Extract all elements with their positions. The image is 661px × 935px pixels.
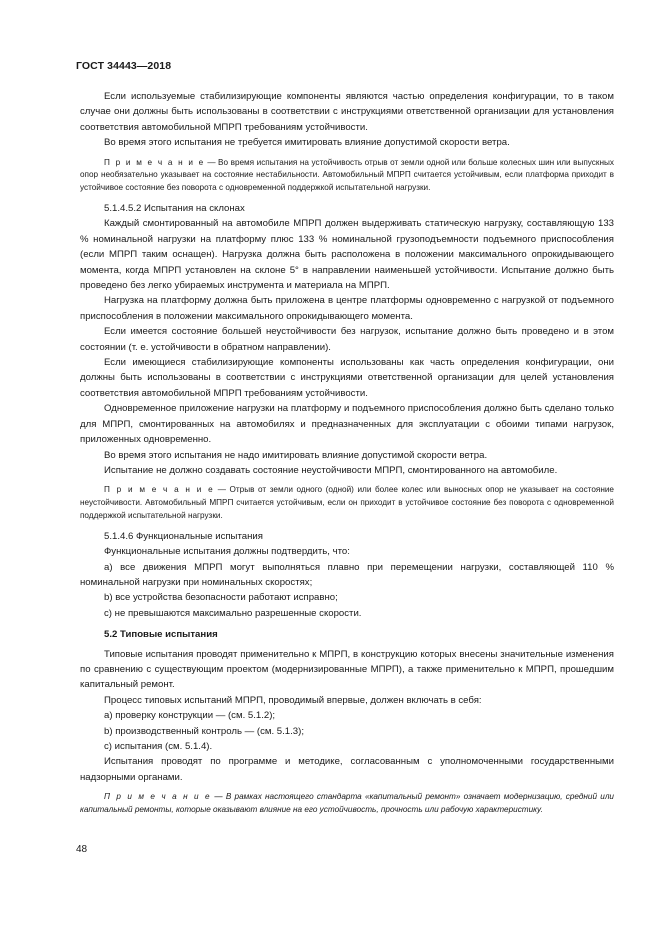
- list-item: a) проверку конструкции — (см. 5.1.2);: [104, 710, 276, 722]
- note-text: — Во время испытания на устойчивость отрыв от земли одной или больше колесных шин или выпускных опор необязательно указывает на состояние нестабильности. Автомобильный МПРП считается устойчивым, если платформа приходит в устойчивое состояние без поворота с одновременной поддержкой испытательной нагрузки.: [80, 157, 614, 193]
- page-number: 48: [76, 844, 88, 855]
- section-heading: 5.1.4.6 Функциональные испытания: [104, 530, 263, 542]
- paragraph: Если имеющиеся стабилизирующие компоненты использованы как часть определения конфигурации, они должны быть использованы в соответствии с инструкциями ответственной организации для целей установления соответствия автомобильной МПРП требованиям устойчивости.: [80, 357, 614, 399]
- list-item: c) испытания (см. 5.1.4).: [104, 741, 213, 752]
- document-body: [80, 89, 614, 823]
- paragraph: Испытание не должно создавать состояние неустойчивости МПРП, смонтированного на автомобиле.: [104, 464, 558, 476]
- note: [80, 791, 614, 817]
- paragraph: Процесс типовых испытаний МПРП, проводимый впервые, должен включать в себя:: [104, 694, 482, 706]
- note-label: П р и м е ч а н и е: [104, 792, 212, 802]
- list-item: b) производственный контроль — (см. 5.1.3);: [104, 725, 304, 737]
- paragraph: Одновременное приложение нагрузки на платформу и подъемного приспособления должно быть сделано только для МПРП, смонтированных на автомобилях и предназначенных для эксплуатации с обоими типами нагрузок, приложенных одновременно.: [80, 403, 614, 446]
- note: [80, 484, 614, 522]
- list-item: b) все устройства безопасности работают исправно;: [104, 592, 338, 604]
- note-text: — Отрыв от земли одного (одной) или более колес или выносных опор не указывает на состояние неустойчивости. Автомобильный МПРП считается устойчивым, если он приходит в устойчивое состояние без поворота с одновременной поддержкой испытательной нагрузки.: [80, 485, 614, 520]
- paragraph: Испытания проводят по программе и методике, согласованным с уполномоченными государственными надзорными органами.: [80, 756, 614, 783]
- paragraph: Типовые испытания проводят применительно к МПРП, в конструкцию которых внесены значительные изменения по сравнению с существующим проектом (модернизированные МПРП), а также применительно к МПРП, прошедшим капитальный ремонт.: [80, 648, 614, 691]
- paragraph: Каждый смонтированный на автомобиле МПРП должен выдерживать статическую нагрузку, составляющую 133 % номинальной нагрузки на платформу плюс 133 % номинальной грузоподъемности подъемного приспособления (если МПРП таким оснащен). Нагрузка должна быть расположена в положении максимального опрокидывающего момента, когда МПРП установлен на склоне 5° в направлении наименьшей устойчивости. Испытание должно быть проведено без легко убираемых инструмента и материала на МПРП.: [80, 218, 614, 292]
- list-item: c) не превышаются максимально разрешенные скорости.: [104, 607, 362, 619]
- note: [80, 157, 614, 195]
- section-heading: 5.1.4.5.2 Испытания на склонах: [104, 203, 245, 215]
- note-label: П р и м е ч а н и е: [104, 157, 205, 167]
- paragraph: Во время этого испытания не надо имитировать влияние допустимой скорости ветра.: [104, 449, 488, 461]
- paragraph: Нагрузка на платформу должна быть приложена в центре платформы одновременно с нагрузкой от подъемного приспособления в положении максимального опрокидывающего момента.: [80, 295, 614, 322]
- paragraph: Функциональные испытания должны подтвердить, что:: [104, 546, 350, 558]
- section-heading: 5.2 Типовые испытания: [104, 629, 218, 641]
- note-label: П р и м е ч а н и е: [104, 485, 215, 495]
- paragraph: Если имеется состояние большей неустойчивости без нагрузок, испытание должно быть проведено и в этом состоянии (т. е. устойчивости в обратном направлении).: [80, 326, 614, 353]
- page-header-title: ГОСТ 34443—2018: [76, 60, 172, 72]
- list-item: a) все движения МПРП могут выполняться плавно при перемещении нагрузки, составляющей 110 % номинальной нагрузки при номинальных скоростях;: [80, 561, 614, 588]
- paragraph: Если используемые стабилизирующие компоненты являются частью определения конфигурации, то в таком случае они должны быть использованы в соответствии с инструкциями ответственной организации для установления соответствия автомобильной МПРП требованиям устойчивости.: [80, 91, 614, 133]
- paragraph: Во время этого испытания не требуется имитировать влияние допустимой скорости ветра.: [104, 137, 510, 149]
- note-text: — В рамках настоящего стандарта «капитальный ремонт» означает модернизацию, средний или капитальный ремонты, которые оказывают влияние на его устойчивость, прочность или рабочую характеристику.: [80, 792, 614, 815]
